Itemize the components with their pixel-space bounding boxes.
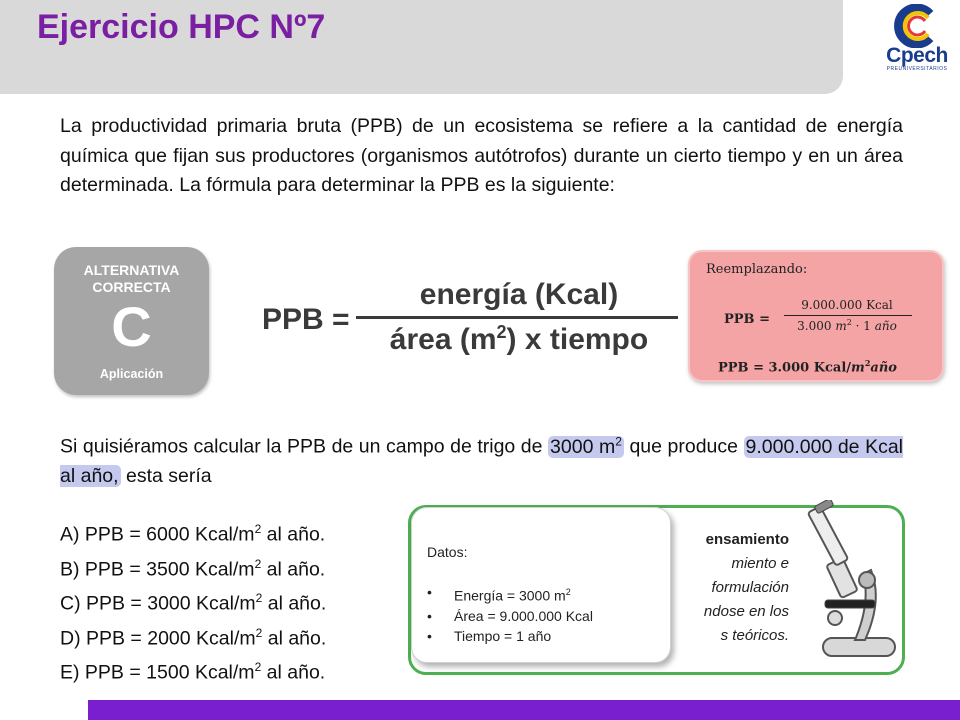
option-c: C) PPB = 3000 Kcal/$m^2$ al año. (60, 591, 327, 615)
question-paragraph: Si quisiéramos calcular la PPB de un campo de trigo de 3000 $m^2$ que produce 9.000.000 de Kcal al año, esta sería (60, 434, 904, 487)
option-a: A) PPB = 6000 Kcal/$m^2$ al año. (60, 522, 326, 546)
replacement-lhs: PPB = (724, 312, 770, 327)
intro-paragraph: La productividad primaria bruta (PPB) de un ecosistema se refiere a la cantidad de energía química que fijan sus productores (organismos autótrofos) durante un cierto tiempo y en un área determinada. La fórmula para determinar la PPB es la siguiente: (60, 115, 903, 196)
badge-subtitle: Aplicación (99, 367, 164, 381)
skill-text: ensamiento miento e formulación ndose en los s teóricos. (673, 528, 789, 648)
correct-answer-badge (54, 247, 209, 395)
cpech-logo-icon (878, 4, 956, 74)
replacement-result: PPB = 3.000 Kcal/$m^2año$ (718, 358, 897, 376)
formula-denominator: área $(m^2)$ x tiempo (389, 322, 649, 356)
microscope-icon (805, 500, 900, 665)
replacement-title: Reemplazando: (706, 262, 808, 277)
badge-title (54, 262, 209, 296)
replacement-denominator: 3.000 $m^2 \cdot 1$ año (797, 318, 897, 333)
replacement-box (688, 250, 944, 382)
logo-subtitle: PREUNIVERSITARIOS (886, 66, 948, 72)
option-b: B) PPB = 3500 Kcal/$m^2$ al año. (60, 556, 326, 580)
bottom-bar (88, 700, 960, 720)
data-list (427, 582, 593, 646)
replacement-fraction-line (784, 315, 912, 316)
badge-letter: C (111, 295, 152, 358)
skill-heading: ensamiento (705, 531, 789, 548)
formula-numerator: energía (Kcal) (419, 278, 619, 311)
highlight-energy: 9.000.000 de Kcal al año, (60, 435, 904, 487)
badge-title-line2: CORRECTA (92, 279, 171, 295)
option-e: E) PPB = 1500 Kcal/$m^2$ al año. (60, 660, 326, 684)
logo-word: Cpech (886, 44, 948, 67)
highlight-area: 3000 $m^2$ (550, 434, 622, 458)
data-item-area: • Área = 9.000.000 Kcal (427, 606, 593, 626)
formula-fraction-line (356, 316, 678, 319)
data-box (411, 507, 671, 663)
option-d: D) PPB = 2000 Kcal/$m^2$ al año. (60, 625, 327, 649)
slide-title: Ejercicio HPC Nº7 (37, 8, 326, 46)
data-title: Datos: (427, 544, 468, 560)
replacement-numerator: 9.000.000 Kcal (801, 298, 893, 312)
data-item-time: • Tiempo = 1 año (427, 626, 593, 646)
data-item-energy: • Energía = 3000 $m^2$ (427, 582, 593, 606)
badge-title-line1: ALTERNATIVA (83, 262, 180, 278)
formula-lhs: PPB = (262, 303, 350, 336)
answer-options (60, 515, 326, 688)
